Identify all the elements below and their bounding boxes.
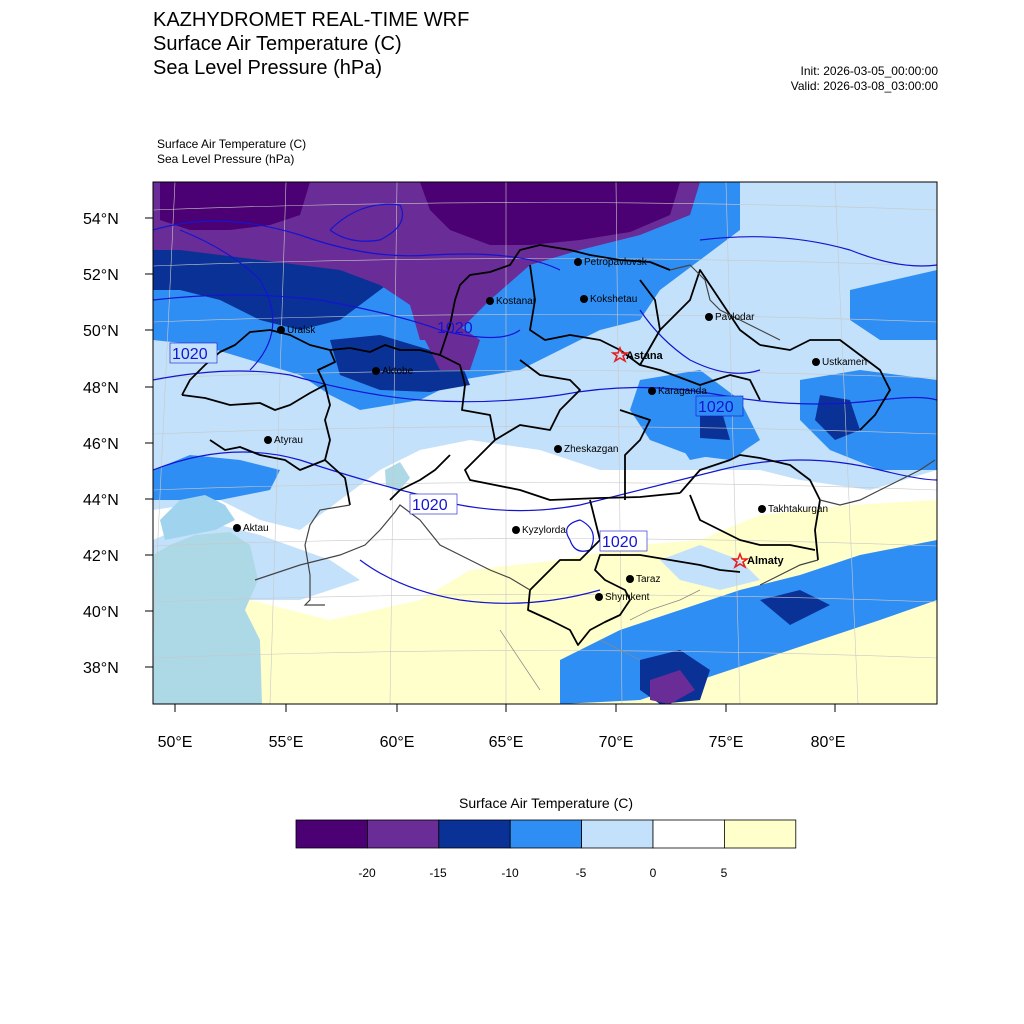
subtitle-pressure: Sea Level Pressure (hPa)	[157, 152, 295, 166]
lon-label: 75°E	[708, 734, 744, 751]
city-dot	[812, 358, 820, 366]
colorbar-label: 0	[649, 866, 657, 880]
city-dot	[554, 445, 562, 453]
lat-label: 42°N	[83, 548, 119, 565]
colorbar-label: 5	[720, 866, 728, 880]
lat-label: 52°N	[83, 267, 119, 284]
map-variable-temperature: Surface Air Temperature (C)	[153, 33, 402, 55]
colorbar-label: -10	[501, 866, 519, 880]
city-dot	[595, 593, 603, 601]
colorbar-swatch	[439, 820, 510, 848]
city-label: Kokshetau	[590, 294, 638, 305]
subtitle-temperature: Surface Air Temperature (C)	[157, 137, 307, 151]
city-label: Atyrau	[274, 435, 303, 446]
lon-label: 65°E	[488, 734, 524, 751]
lat-label: 50°N	[83, 323, 119, 340]
city-dot	[648, 387, 656, 395]
city-dot	[626, 575, 634, 583]
valid-time: Valid: 2026-03-08_03:00:00	[790, 79, 938, 93]
city-dot	[758, 505, 766, 513]
city-label: Aktobe	[382, 366, 414, 377]
map-title: KAZHYDROMET REAL-TIME WRF	[153, 9, 470, 31]
city-label: Zheskazgan	[564, 444, 619, 455]
longitude-labels	[158, 734, 846, 751]
city-dot	[233, 524, 241, 532]
map-variable-pressure: Sea Level Pressure (hPa)	[153, 57, 383, 79]
colorbar-label: -15	[429, 866, 447, 880]
lon-label: 60°E	[379, 734, 415, 751]
lat-label: 54°N	[83, 211, 119, 228]
colorbar-swatch	[582, 820, 653, 848]
city-label: Pavlodar	[715, 312, 755, 323]
isobar-label: 1020	[412, 497, 448, 514]
city-dot	[705, 313, 713, 321]
city-label: Uralsk	[287, 325, 316, 336]
colorbar	[296, 820, 796, 848]
city-label: Kostanai	[496, 296, 535, 307]
lat-label: 38°N	[83, 660, 119, 677]
colorbar-swatch	[653, 820, 724, 848]
colorbar-title: Surface Air Temperature (C)	[458, 795, 634, 811]
lat-label: 40°N	[83, 604, 119, 621]
city-label: Aktau	[243, 523, 269, 534]
city-dot	[486, 297, 494, 305]
lat-label: 48°N	[83, 380, 119, 397]
colorbar-swatch	[510, 820, 581, 848]
city-dot	[512, 526, 520, 534]
isobar-label: 1020	[698, 399, 734, 416]
lat-label: 46°N	[83, 436, 119, 453]
city-label: Takhtakurgan	[768, 504, 829, 515]
colorbar-swatch	[296, 820, 367, 848]
city-dot	[372, 367, 380, 375]
isobar-label: 1020	[602, 534, 638, 551]
city-label: Karaganda	[658, 386, 707, 397]
city-dot	[574, 258, 582, 266]
colorbar-swatch	[367, 820, 438, 848]
colorbar-label: -5	[575, 866, 587, 880]
latitude-labels	[83, 211, 119, 677]
city-label: Shymkent	[605, 592, 650, 603]
city-dot	[264, 436, 272, 444]
city-dot	[580, 295, 588, 303]
lon-label: 55°E	[268, 734, 304, 751]
isobar-label: 1020	[172, 346, 208, 363]
city-dot	[277, 326, 285, 334]
colorbar-swatch	[724, 820, 795, 848]
city-label: Ustkamen	[822, 357, 868, 368]
init-time: Init: 2026-03-05_00:00:00	[800, 64, 938, 78]
city-label: Petropavlovsk	[584, 257, 647, 268]
capital-label: Astana	[626, 350, 663, 362]
capital-label: Almaty	[747, 555, 784, 567]
city-label: Taraz	[636, 574, 661, 585]
lon-label: 70°E	[598, 734, 634, 751]
isobar-label: 1020	[437, 320, 473, 337]
lon-label: 80°E	[810, 734, 846, 751]
colorbar-label: -20	[358, 866, 376, 880]
lon-label: 50°E	[157, 734, 193, 751]
city-label: Kyzylorda	[522, 525, 566, 536]
caspian-sea	[153, 532, 262, 704]
lat-label: 44°N	[83, 492, 119, 509]
